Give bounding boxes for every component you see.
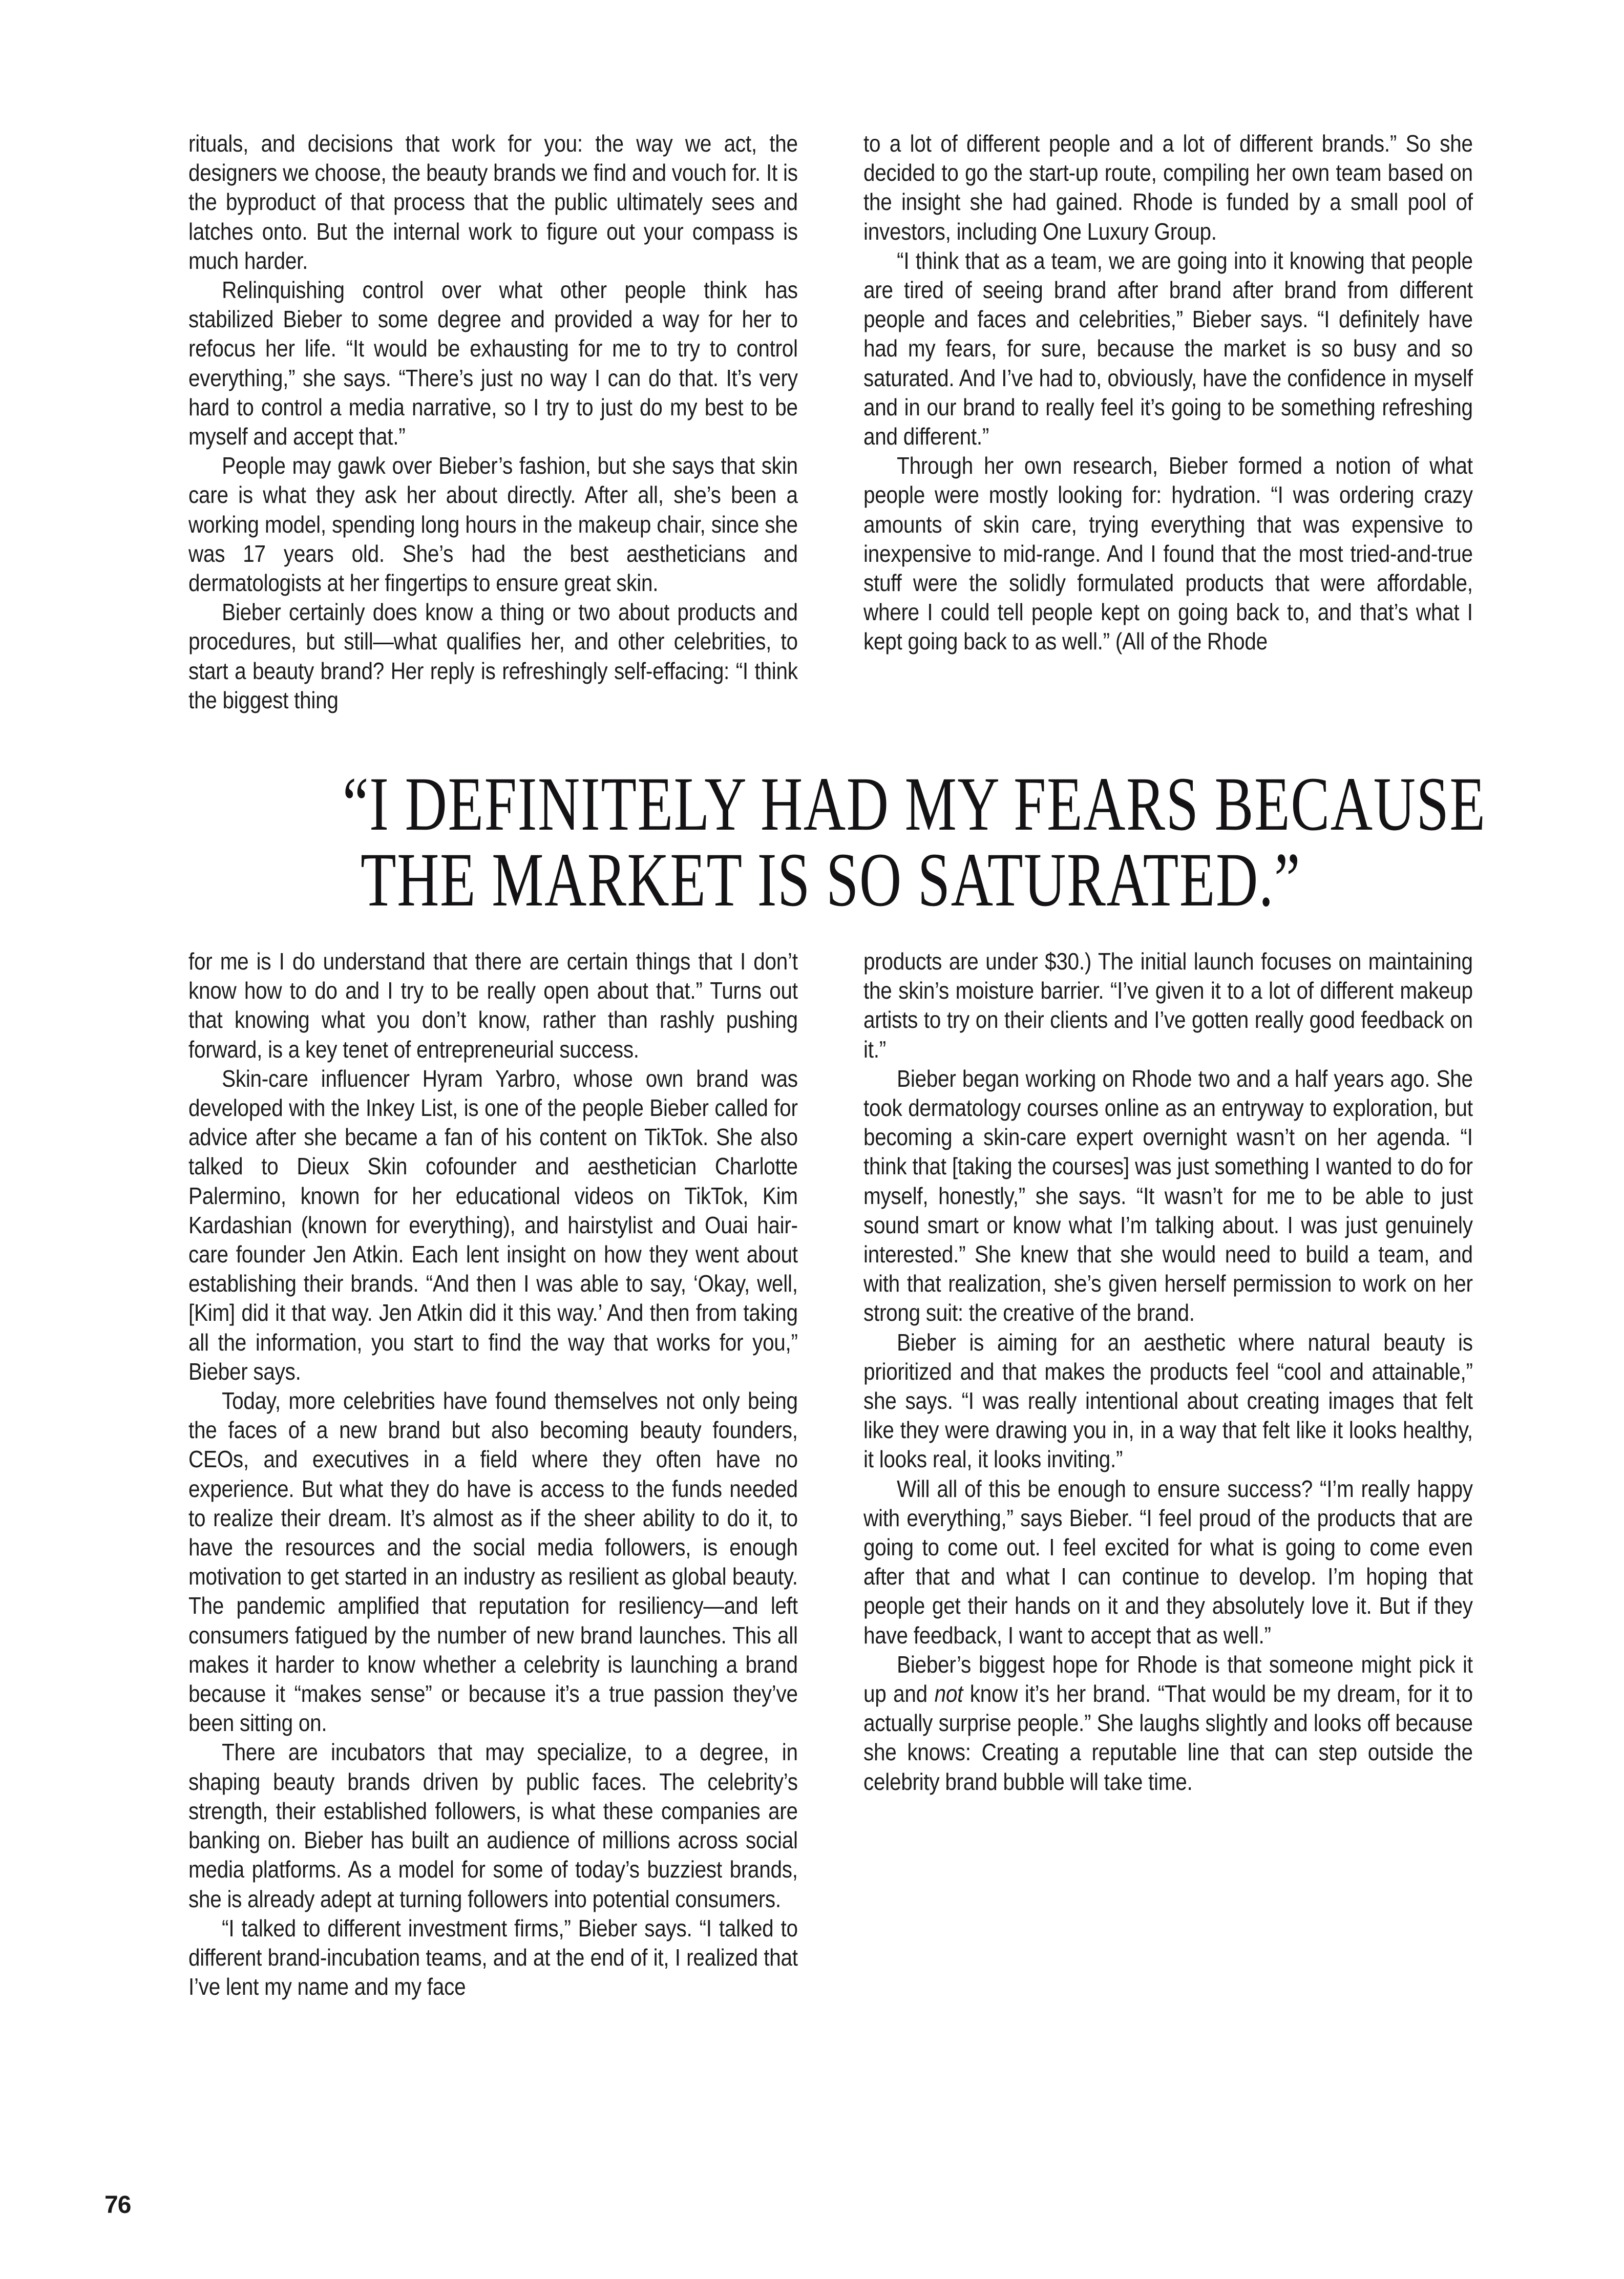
text-run: for me is I do understand that there are certain things that I don’t know how to do and I try to be really open about that.” Turns out that knowing what you don’t know, rather than rashly pushing forward, is a key tenet of entrepreneurial success. <box>188 948 798 1063</box>
body-paragraph <box>188 947 798 1064</box>
body-paragraph <box>188 1914 798 2002</box>
text-run: Bieber certainly does know a thing or two about products and procedures, but still—what qualifies her, and other celebrities, to start a beauty brand? Her reply is refreshingly self-effacing: “I think the biggest thing <box>188 599 798 713</box>
body-paragraph <box>863 1650 1473 1797</box>
page-number: 76 <box>104 2191 131 2219</box>
text-run: Bieber’s biggest hope for Rhode is that someone might pick it up and <box>863 1651 1473 1707</box>
body-paragraph <box>188 598 798 715</box>
column-bottom-left <box>188 947 798 2001</box>
text-run: Bieber is aiming for an aesthetic where natural beauty is prioritized and that makes the products feel “cool and attainable,” she says. “I was really intentional about creating images that felt like they were drawing you in, in a way that felt like it looks healthy, it looks real, it looks inviting.” <box>863 1328 1473 1473</box>
pull-quote <box>188 762 1486 922</box>
text-run: Will all of this be enough to ensure success? “I’m really happy with everything,” says Bieber. “I feel proud of the products that are going to come out. I feel excited for what is going to come even after that and what I can continue to develop. I’m hoping that people get their hands on it and they absolutely love it. But if they have feedback, I want to accept that as well.” <box>863 1475 1473 1649</box>
text-run: know it’s her brand. “That would be my dream, for it to actually surprise people.” She laughs slightly and looks off because she knows: Creating a reputable line that can step outside the celebrity brand bubble will take time. <box>863 1680 1473 1795</box>
text-run: products are under $30.) The initial launch focuses on maintaining the skin’s moisture barrier. “I’ve given it to a lot of different makeup artists to try on their clients and I’ve gotten really good feedback on it.” <box>863 948 1473 1063</box>
text-run: “I talked to different investment firms,” Bieber says. “I talked to different brand-incubation teams, and at the end of it, I realized that I’ve lent my name and my face <box>188 1914 798 2000</box>
text-run: to a lot of different people and a lot of different brands.” So she decided to go the start-up route, compiling her own team based on the insight she had gained. Rhode is funded by a small pool of investors, including One Luxury Group. <box>863 130 1473 245</box>
body-paragraph <box>863 947 1473 1064</box>
text-run: Today, more celebrities have found themselves not only being the faces of a new brand but also becoming beauty founders, CEOs, and executives in a field where they often have no experience. But what they do have is access to the funds needed to realize their dream. It’s almost as if the sheer ability to do it, to have the resources and the social media followers, is enough motivation to get started in an industry as resilient as global beauty. The pandemic amplified that reputation for resiliency—and left consumers fatigued by the number of new brand launches. This all makes it harder to know whether a celebrity is launching a brand because it “makes sense” or because it’s a true passion they’ve been sitting on. <box>188 1387 798 1737</box>
body-paragraph <box>863 129 1473 246</box>
pull-quote-line-1: “I DEFINITELY HAD MY FEARS BECAUSE <box>342 762 1486 847</box>
text-run: There are incubators that may specialize, to a degree, in shaping beauty brands driven by public faces. The celebrity’s strength, their established followers, is what these companies are banking on. Bieber has built an audience of millions across social media platforms. As a model for some of today’s buzziest brands, she is already adept at turning followers into potential consumers. <box>188 1739 798 1912</box>
text-run: People may gawk over Bieber’s fashion, but she says that skin care is what they ask her about directly. After all, she’s been a working model, spending long hours in the makeup chair, since she was 17 years old. She’s had the best aestheticians and dermatologists at her fingertips to ensure great skin. <box>188 452 798 597</box>
body-paragraph <box>863 1328 1473 1474</box>
body-paragraph <box>188 1386 798 1738</box>
body-paragraph <box>188 1064 798 1386</box>
body-paragraph <box>863 1474 1473 1650</box>
body-paragraph <box>863 451 1473 656</box>
text-run: rituals, and decisions that work for you: the way we act, the designers we choose, the beauty brands we find and vouch for. It is the byproduct of that process that the public ultimately sees and latches onto. But the internal work to figure out your compass is much harder. <box>188 130 798 274</box>
column-top-left <box>188 129 798 715</box>
pull-quote-line-2: THE MARKET IS SO SATURATED.” <box>360 837 1301 922</box>
body-paragraph <box>188 129 798 276</box>
body-paragraph <box>188 1738 798 1913</box>
text-run: “I think that as a team, we are going into it knowing that people are tired of seeing brand after brand after brand from different people and faces and celebrities,” Bieber says. “I definitely have had my fears, for sure, because the market is so busy and so saturated. And I’ve had to, obviously, have the confidence in myself and in our brand to really feel it’s going to be something refreshing and different.” <box>863 247 1473 450</box>
body-paragraph <box>863 246 1473 451</box>
body-paragraph <box>863 1064 1473 1328</box>
column-top-right <box>863 129 1473 657</box>
column-bottom-right <box>863 947 1473 1797</box>
text-run: Relinquishing control over what other people think has stabilized Bieber to some degree and provided a way for her to refocus her life. “It would be exhausting for me to try to control everything,” she says. “There’s just no way I can do that. It’s very hard to control a media narrative, so I try to just do my best to be myself and accept that.” <box>188 277 798 450</box>
body-paragraph <box>188 276 798 451</box>
emphasized-text: not <box>934 1680 963 1707</box>
text-run: Skin-care influencer Hyram Yarbro, whose own brand was developed with the Inkey List, is one of the people Bieber called for advice after she became a fan of his content on TikTok. She also talked to Dieux Skin cofounder and aesthetician Charlotte Palermino, known for her educational videos on TikTok, Kim Kardashian (known for everything), and hairstylist and Ouai hair-care founder Jen Atkin. Each lent insight on how they went about establishing their brands. “And then I was able to say, ‘Okay, well, [Kim] did it that way. Jen Atkin did it this way.’ And then from taking all the information, you start to find the way that works for you,” Bieber says. <box>188 1065 798 1385</box>
text-run: Bieber began working on Rhode two and a half years ago. She took dermatology courses online as an entryway to exploration, but becoming a skin-care expert overnight wasn’t on her agenda. “I think that [taking the courses] was just something I wanted to do for myself, honestly,” she says. “It wasn’t for me to be able to just sound smart or know what I’m talking about. I was just genuinely interested.” She knew that she would need to build a team, and with that realization, she’s given herself permission to work on her strong suit: the creative of the brand. <box>863 1065 1473 1326</box>
body-paragraph <box>188 451 798 598</box>
text-run: Through her own research, Bieber formed a notion of what people were mostly looking for: hydration. “I was ordering crazy amounts of skin care, trying everything that was expensive to inexpensive to mid-range. And I found that the most tried-and-true stuff were the solidly formulated products that were affordable, where I could tell people kept on going back to, and that’s what I kept going back to as well.” (All of the Rhode <box>863 452 1473 655</box>
